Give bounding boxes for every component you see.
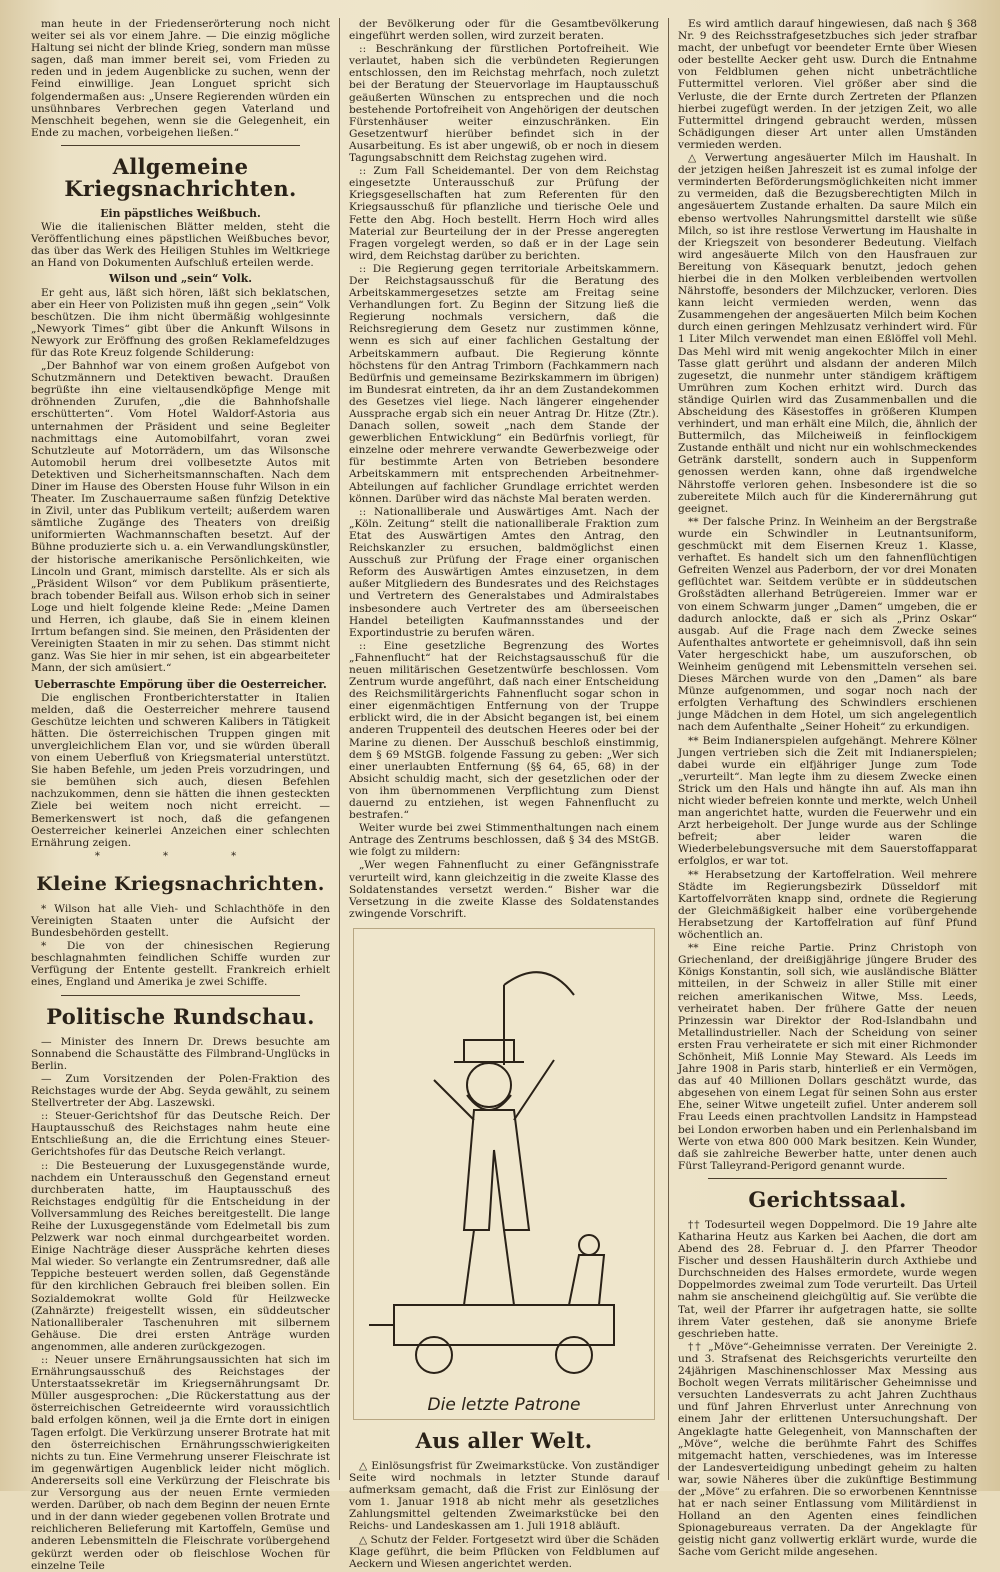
cart-wheel <box>556 1337 592 1373</box>
top-hat <box>464 1040 514 1062</box>
news-item: :: Die Regierung gegen territoriale Arbeitskammern. Der Reichstagsausschuß für die Beratung des Arbeitskammergesetzes setzte am Freitag seine Verhandlungen fort. Zu Beginn der Sitzung ließ die Regierung nochmals versichern, daß die Reichsregierung dem Gesetz nur zustimmen könne, wenn es sich auf einer fachlichen Gestaltung der Arbeitskammern aufbaut. Die Regierung könnte höchstens für den Antrag Trimborn (Fachkammern nach Bedürfnis und gemeinsame Bezirkskammern im übrigen) im Bundesrat eintreten, da ihr an dem Zustandekommen des Gesetzes viel liege. Nach längerer eingehender Aussprache ergab sich ein neuer Antrag Dr. Hitze (Ztr.). Danach sollen, soweit „nach dem Stande der gewerblichen Entwicklung“ ein Bedürfnis vorliegt, für einzelne oder mehrere verwandte Gewerbezweige oder für bestimmte Arten von Betrieben besondere Arbeitskammern mit entsprechenden Arbeitnehmer-Abteilungen auf fachlicher Grundlage errichtet werden können. Darüber wird das nächste Mal beraten werden. <box>349 262 659 505</box>
article-paragraph: Die englischen Frontberichterstatter in Italien melden, daß die Oesterreicher mehrere tausend Geschütze leichten und schweren Kalibers in Tätigkeit hätten. Die österreichischen Truppen gingen mit unvergleichlichem Elan vor, und sie würden überall von einem Ueberfluß von Kriegsmaterial unterstützt. Sie haben Befehle, um jeden Preis vorzudringen, und sie bemühen sich auch, diesen Befehlen nachzukommen, denn sie hätten die ihnen gesteckten Ziele bei weitem noch nicht erreicht. — Bemerkenswert ist noch, daß die gefangenen Oesterreicher keinerlei Anzeichen einer schlechten Ernährung zeigen. <box>31 691 330 849</box>
section-heading-small-news: Kleine Kriegsnachrichten. <box>36 872 325 895</box>
news-item: :: Neuer unsere Ernährungsaussichten hat sich im Ernährungsausschuß des Reichstages der Unterstaatssekretär im Kriegsernährungsamt Dr. Müller ausgesprochen: „Die Rückerstattung aus der österreichischen Getreideernte wird voraussichtlich bald erfolgen können, weil ja die Ernte dort in einigen Tagen erfolgt. Die Verkürzung unserer Brotrate hat mit den österreichischen Ernährungsschwierigkeiten nichts zu tun. Eine Vermehrung unserer Fleischrate ist im gegenwärtigen Augenblick leider nicht möglich. Andererseits soll eine Verkürzung der Fleischrate bis zur Versorgung aus der neuen Ernte vermieden werden. Darüber, ob nach dem Beginn der neuen Ernte und in der dann wieder gegebenen vollen Brotrate und reichlicheren Belieferung mit Kartoffeln, Gemüse und anderen Lebensmitteln die Fleischrate vorübergehend gekürzt werden oder ob fleischlose Wochen für einzelne Teile <box>31 1354 330 1572</box>
column-left <box>22 18 339 1572</box>
news-item: :: Beschränkung der fürstlichen Portofreiheit. Wie verlautet, haben sich die verbündeten Regierungen entschlossen, den im Reichstag mehrfach, noch zuletzt bei der Beratung der Steuervorlage im Hauptausschuß geäußerten Wünschen zu entsprechen und die noch bestehende Portofreiheit von Angehörigen der deutschen Fürstenhäuser weiter einzuschränken. Ein Gesetzentwurf hierüber befindet sich in der Ausarbeitung. Es ist aber ungewiß, ob er noch in diesem Tagungsabschnitt dem Reichstag zugehen wird. <box>349 43 659 165</box>
article-paragraph: „Wer wegen Fahnenflucht zu einer Gefängnisstrafe verurteilt wird, kann gleichzeitig in die zweite Klasse des Soldatenstandes versetzt werden.“ Bisher war die Versetzung in die zweite Klasse des Soldatenstandes zwingende Vorschrift. <box>349 859 659 920</box>
news-item: ** Herabsetzung der Kartoffelration. Weil mehrere Städte im Regierungsbezirk Düsseldorf mit Kartoffelvorräten knapp sind, ordnete die Regierung der Gleichmäßigkeit halber eine vorübergehende Herabsetzung der Kartoffelration auf fünf Pfund wöchentlich an. <box>678 868 977 942</box>
news-item: — Zum Vorsitzenden der Polen-Fraktion des Reichstages wurde der Abg. Seyda gewählt, zu seinem Stellvertreter der Abg. Laszewski. <box>31 1072 330 1110</box>
column-layout <box>22 18 986 1572</box>
news-item: △ Verwertung angesäuerter Milch im Haushalt. In der jetzigen heißen Jahreszeit ist es zumal infolge der verminderten Beförderungsmöglichkeiten nicht immer zu vermeiden, daß die Bezugsberechtigten Milch in angesäuertem Zustande erhalten. Da saure Milch ein ebenso wertvolles Nahrungsmittel darstellt wie süße Milch, so ist ihre restlose Verwertung im Haushalte in der Kriegszeit von besonderer Bedeutung. Vielfach wird angesäuerte Milch von den Hausfrauen zur Bereitung von Käsequark benutzt, jedoch gehen hierbei die in den Molken verbleibenden wertvollen Nährstoffe, besonders der Milchzucker, verloren. Dies kann leicht vermieden werden, wenn das Zusammengehen der angesäuerten Milch beim Kochen durch einen geringen Mehlzusatz verhindert wird. Für 1 Liter Milch verwendet man einen Eßlöffel voll Mehl. Das Mehl wird mit wenig angekochter Milch in einer Tasse glatt gerührt und alsdann der anderen Milch zugesetzt, die nunmehr unter ständigem kräftigem Umrühren zum Kochen erhitzt wird. Durch das ständige Quirlen wird das Zusammenballen und die Abscheidung des Käsestoffes in größeren Klumpen verhindert, und man erhält eine Milch, die, ähnlich der Buttermilch, das Milcheiweiß in feinflockigem Zustande enthält und nicht nur ein wohlschmeckendes Getränk darstellt, sondern auch in Suppenform genossen werden kann, ohne daß irgendwelche Nährstoffe verloren gehen. Insbesondere ist die so zubereitete Milch auch für die Kinderernährung gut geeignet. <box>678 152 977 515</box>
news-item: ** Beim Indianerspielen aufgehängt. Mehrere Kölner Jungen vertrieben sich die Zeit mit Indianerspielen; dabei wurde ein elfjähriger Junge zum Tode „verurteilt“. Man legte ihm zu diesem Zwecke einen Strick um den Hals und hängte ihn auf. Als man ihn nicht wieder befreien konnte und merkte, welch Unheil man angerichtet hatte, wurden die Feuerwehr und ein Arzt herbeigeholt. Der Junge wurde aus der Schlinge befreit; aber leider waren die Wiederbelebungsversuche mit dem Sauerstoffapparat erfolglos, er war tot. <box>678 734 977 868</box>
ornament-stars: * * * <box>94 850 267 862</box>
news-item: ** Der falsche Prinz. In Weinheim an der Bergstraße wurde ein Schwindler in Leutnantsuniform, geschmückt mit dem Eisernen Kreuz 1. Klasse, verhaftet. Es handelt sich um den fahnenflüchtigen Gefreiten Wenzel aus Paderborn, der vor drei Monaten geflüchtet war. Seitdem verübte er in süddeutschen Großstädten allerhand Betrügereien. Immer war er von einem Schwarm junger „Damen“ umgeben, die er dadurch anlockte, daß er sich als „Prinz Oskar“ ausgab. Auf die Frage nach dem Zwecke seines Aufenthaltes antwortete er geheimnisvoll, daß ihn sein Vater hergeschickt habe, um auszuforschen, ob Weinheim genügend mit Lebensmitteln versehen sei. Dieses Märchen wurde von den „Damen“ als bare Münze aufgenommen, und sogar noch nach der erfolgten Verhaftung des Schwindlers erschienen junge Mädchen in dem Hotel, um sich angelegentlich nach dem Aufenthalte „Seiner Hoheit“ zu erkundigen. <box>678 515 977 734</box>
section-divider <box>708 1178 947 1179</box>
section-heading-court: Gerichtssaal. <box>748 1186 907 1212</box>
section-divider <box>61 145 300 146</box>
article-title: Wilson und „sein“ Volk. <box>108 272 253 286</box>
article-title: Ueberraschte Empörung über die Oesterreicher. <box>34 677 327 691</box>
news-item: †† Todesurteil wegen Doppelmord. Die 19 Jahre alte Katharina Heutz aus Karken bei Aachen, die dort am Abend des 28. Februar d. J. den Pfarrer Theodor Fischer und dessen Haushälterin durch Axthiebe und Durchschneiden des Halses ermordete, wurde wegen Doppelmordes zweimal zum Tode verurteilt. Das Urteil nahm sie anscheinend gleichgültig auf. Sie verübte die Tat, weil der Pfarrer ihr aufgetragen hatte, sie sollte ihrem Vater gestehen, daß sie anonyme Briefe geschrieben hatte. <box>678 1218 977 1340</box>
article-paragraph: Wie die italienischen Blätter melden, steht die Veröffentlichung eines päpstlichen Weißbuches bevor, das über das Werk des Heiligen Stuhles im Weltkriege an Hand von Dokumenten Aufschluß erteilen werde. <box>31 221 330 270</box>
news-item: △ Schutz der Felder. Fortgesetzt wird über die Schäden Klage geführt, die beim Pflücken von Feldblumen auf Aeckern und Wiesen angerichtet werden. <box>349 1533 659 1570</box>
news-item: :: Zum Fall Scheidemantel. Der von dem Reichstag eingesetzte Unterausschuß zur Prüfung der Kriegsgesellschaften hat zum Referenten für den Kriegsausschuß für pflanzliche und tierische Oele und Fette den Abg. Hoch bestellt. Herrn Hoch wird alles Material zur Beurteilung der in der Presse angeregten Fragen vorgelegt werden, so daß er in der Lage sein wird, dem Reichstag darüber zu berichten. <box>349 165 659 262</box>
cartoon-illustration <box>353 928 655 1420</box>
section-heading-war-news: Allgemeine Kriegsnachrichten. <box>64 153 297 201</box>
section-heading-world: Aus aller Welt. <box>415 1427 593 1453</box>
news-item: :: Die Besteuerung der Luxusgegenstände wurde, nachdem ein Unterausschuß den Gegenstand erneut durchberaten hatte, im Hauptausschuß des Reichstages endgültig für die Entscheidung in der Vollversammlung des Reiches bereitgestellt. Die lange Reihe der Luxusgegenstände vom Edelmetall bis zum Pelzwerk war noch einmal durchgearbeitet worden. Einige Nachträge dieser Ausspräche kehrten dieses Mal wieder. So verlangte ein Zentrumsredner, daß alle Teppiche besteuert werden sollen, daß Gegenstände für den kirchlichen Gebrauch frei bleiben sollen. Ein Sozialdemokrat wollte Gold für Heilzwecke (Zahnärzte) freigestellt wissen, ein süddeutscher Nationalliberaler Taschenuhren mit silbernem Gehäuse. Die drei ersten Anträge wurden angenommen, alle anderen zurückgezogen. <box>31 1159 330 1353</box>
column-middle <box>339 18 668 1570</box>
cartoon-drawing <box>354 945 654 1395</box>
news-item: †† „Möve“-Geheimnisse verraten. Der Vereinigte 2. und 3. Strafsenat des Reichsgerichts verurteilte den 24jährigen Maschinenschlosser Max Messing aus Bocholt wegen Verrats militärischer Geheimnisse und versuchten Landesverrats zu acht Jahren Zuchthaus und fünf Jahren Ehrverlust unter Anrechnung von einem Jahr der erlittenen Untersuchungshaft. Der Angeklagte hatte Gelegenheit, von Mannschaften der „Möve“, welche die berühmte Fahrt des Schiffes mitgemacht hatten, verschiedenes, was im Interesse der Landesverteidigung unbedingt geheim zu halten war, sowie Näheres über die zukünftige Bestimmung der „Möve“ zu erfahren. Die so erworbenen Kenntnisse hat er nach seiner Entlassung vom Militärdienst in Holland an den Agenten eines feindlichen Spionagebureaus verraten. Da der Angeklagte für geistig nicht ganz vollwertig erklärt wurde, wurde die Sache vom Gericht milde angesehen. <box>678 1340 977 1559</box>
news-item: * Die von der chinesischen Regierung beschlagnahmten feindlichen Schiffe wurden zur Verfügung der Entente gestellt. Frankreich erhielt eines, England und Amerika je zwei Schiffe. <box>31 940 330 989</box>
article-title: Ein päpstliches Weißbuch. <box>100 206 261 220</box>
news-item: :: Eine gesetzliche Begrenzung des Wortes „Fahnenflucht“ hat der Reichstagsausschuß für die neuen militärischen Gesetzentwürfe beschlossen. Vom Zentrum wurde angeführt, daß nach einer Entscheidung des Reichsmilitärgerichts Fahnenflucht sogar schon in einer eigenmächtigen Entfernung von der Truppe erblickt wird, die in der Absicht begangen ist, bei einem anderen Truppenteil des deutschen Heeres oder bei der Marine zu dienen. Der Ausschuß beschloß einstimmig, dem § 69 MStGB. folgende Fassung zu geben: „Wer sich einer unerlaubten Entfernung (§§ 64, 65, 68) in der Absicht schuldig macht, sich der gesetzlichen oder der von ihm übernommenen Verpflichtung zum Dienst dauernd zu entziehen, ist wegen Fahnenflucht zu bestrafen.“ <box>349 639 659 822</box>
figure-head <box>467 1063 511 1107</box>
article-paragraph: „Der Bahnhof war von einem großen Aufgebot von Schutzmännern und Detektiven bewacht. Draußen begrüßte ihn eine vieltausendköpfige Menge mit dröhnenden Zurufen, „die die Bahnhofshalle erschütterten“. Vom Hotel Waldorf-Astoria aus unternahmen der Präsident und seine Begleiter nachmittags eine Automobilfahrt, voran zwei Schutzleute auf Motorrädern, um das Wilsonsche Automobil herum drei vollbesetzte Autos mit Detektiven und Sicherheitsmannschaften. Nach dem Diner im Hause des Obersten House fuhr Wilson in ein Theater. Im Zuschauerraume saßen fünfzig Detektive in Zivil, unter das Publikum verteilt; außerdem waren sämtliche Zugänge des Theaters von dreißig uniformierten Wachmannschaften besetzt. Auf der Bühne produzierte sich u. a. ein Verwandlungskünstler, der historische amerikanische Persönlichkeiten, wie Lincoln und Grant, mimisch darstellte. Als er sich als „Präsident Wilson“ vor dem Publikum präsentierte, brach tobender Beifall aus. Wilson erhob sich in seiner Loge und hielt folgende kleine Rede: „Meine Damen und Herren, ich glaube, daß Sie in einem kleinen Irrtum befangen sind. Sie meinen, den Präsidenten der Vereinigten Staaten in mir zu sehen. Das stimmt nicht ganz. Was Sie hier in mir sehen, ist ein abgearbeiteter Mann, der sich amüsiert.“ <box>31 360 330 675</box>
news-item: — Minister des Innern Dr. Drews besuchte am Sonnabend die Schaustätte des Filmbrand-Unglücks in Berlin. <box>31 1035 330 1072</box>
sickle-blade <box>504 972 574 995</box>
figure-body <box>464 1110 529 1230</box>
column-right <box>668 18 986 1559</box>
news-item: * Wilson hat alle Vieh- und Schlachthöfe in den Vereinigten Staaten unter die Aufsicht der Bundesbehörden gestellt. <box>31 902 330 940</box>
article-paragraph: Weiter wurde bei zwei Stimmenthaltungen nach einem Antrage des Zentrums beschlossen, daß § 34 des MStGB. wie folgt zu mildern: <box>349 822 659 859</box>
news-item: :: Steuer-Gerichtshof für das Deutsche Reich. Der Hauptausschuß des Reichstages nahm heute eine Entschließung an, die die Errichtung eines Steuer-Gerichtshofes für das Deutsche Reich verlangt. <box>31 1110 330 1159</box>
cart-wheel <box>416 1337 452 1373</box>
section-heading-politics: Politische Rundschau. <box>46 1003 315 1029</box>
article-paragraph: man heute in der Friedenserörterung noch nicht weiter sei als vor einem Jahre. — Die einzig mögliche Haltung sei nicht der blinde Krieg, sondern man müsse sagen, daß man immer bereit sei, vom Frieden zu reden und in jedem Augenblicke zu suchen, wenn der Feind einwillige. Jean Longuet spricht sich folgendermaßen aus: „Unsere Regierenden würden ein unsühnbares Verbrechen gegen Vaterland und Menschheit begehen, wenn sie die Gelegenheit, ein Ende zu machen, vorbeigehen ließen.“ <box>31 18 330 139</box>
news-item: ** Eine reiche Partie. Prinz Christoph von Griechenland, der dreißigjährige jüngere Bruder des Königs Konstantin, soll sich, wie ausländische Blätter mitteilen, in der Schweiz in aller Stille mit einer reichen amerikanischen Witwe, Mss. Leeds, verheiratet haben. Der frühere Gatte der neuen Prinzessin war Direktor der Rod-Islandbahn und Metallindustrieller. Nach der Scheidung von seiner ersten Frau verheiratete er sich mit einer Richmonder Schönheit, Miß Lonnie May Steward. Als Leeds im Jahre 1908 in Paris starb, hinterließ er ein Vermögen, das auf 40 Millionen Dollars geschätzt wurde, das abgesehen von einem Legat für seinen Sohn aus erster Ehe, seiner Witwe ungeteilt zufiel. Unter anderem soll Frau Leeds einen prachtvollen Landsitz in Hampstead bei London erworben haben und ein Perlenhalsband im Werte von etwa 800 000 Mark besitzen. Kein Wunder, daß sie zahlreiche Bewerber hatte, unter denen auch Fürst Talleyrand-Perigord genannt wurde. <box>678 942 977 1172</box>
article-paragraph: der Bevölkerung oder für die Gesamtbevölkerung eingeführt werden sollen, wird zurzeit beraten. <box>349 18 659 43</box>
news-item: :: Nationalliberale und Auswärtiges Amt. Nach der „Köln. Zeitung“ stellt die nationalliberale Fraktion zum Etat des Auswärtigen Amtes den Antrag, den Reichskanzler zu ersuchen, baldmöglichst einen Ausschuß zur Prüfung der Frage einer organischen Reform des Auswärtigen Amtes einzusetzen, in dem außer Mitgliedern des Bundesrates und des Reichstages und Vertretern des Generalstabes und Admiralstabes insbesondere auch Vertreter des am überseeischen Handel beteiligten Kaufmannsstandes und der Exportindustrie zu berufen wären. <box>349 505 659 639</box>
section-divider <box>61 995 300 996</box>
article-paragraph: Es wird amtlich darauf hingewiesen, daß nach § 368 Nr. 9 des Reichsstrafgesetzbuches sich jeder strafbar macht, der unbefugt vor beendeter Ernte über Wiesen oder bestellte Aecker geht usw. Durch die Entnahme von Feldblumen gehen nicht unbeträchtliche Futtermittel verloren. Viel größer aber sind die Verluste, die der Ernte durch Zertreten der Pflanzen hierbei zugefügt werden. In der jetzigen Zeit, wo alle Futtermittel dringend gebraucht werden, müssen Schädigungen dieser Art unter allen Umständen vermieden werden. <box>678 18 977 151</box>
article-paragraph: Er geht aus, läßt sich hören, läßt sich beklatschen, aber ein Heer von Polizisten muß ihn gegen „sein“ Volk beschützen. Die ihm nicht übermäßig wohlgesinnte „Newyork Times“ gibt über die Ankunft Wilsons in Newyork zur Eröffnung des großen Reklamefeldzuges für das Rote Kreuz folgende Schilderung: <box>31 286 330 359</box>
cartoon-caption: Die letzte Patrone <box>427 1394 581 1415</box>
news-item: △ Einlösungsfrist für Zweimarkstücke. Von zuständiger Seite wird nochmals in letzter Stunde darauf aufmerksam gemacht, daß die Frist zur Einlösung der vom 1. Januar 1918 ab nicht mehr als gesetzliches Zahlungsmittel geltenden Zweimarkstücke bei den Reichs- und Landeskassen am 1. Juli 1918 abläuft. <box>349 1459 659 1533</box>
